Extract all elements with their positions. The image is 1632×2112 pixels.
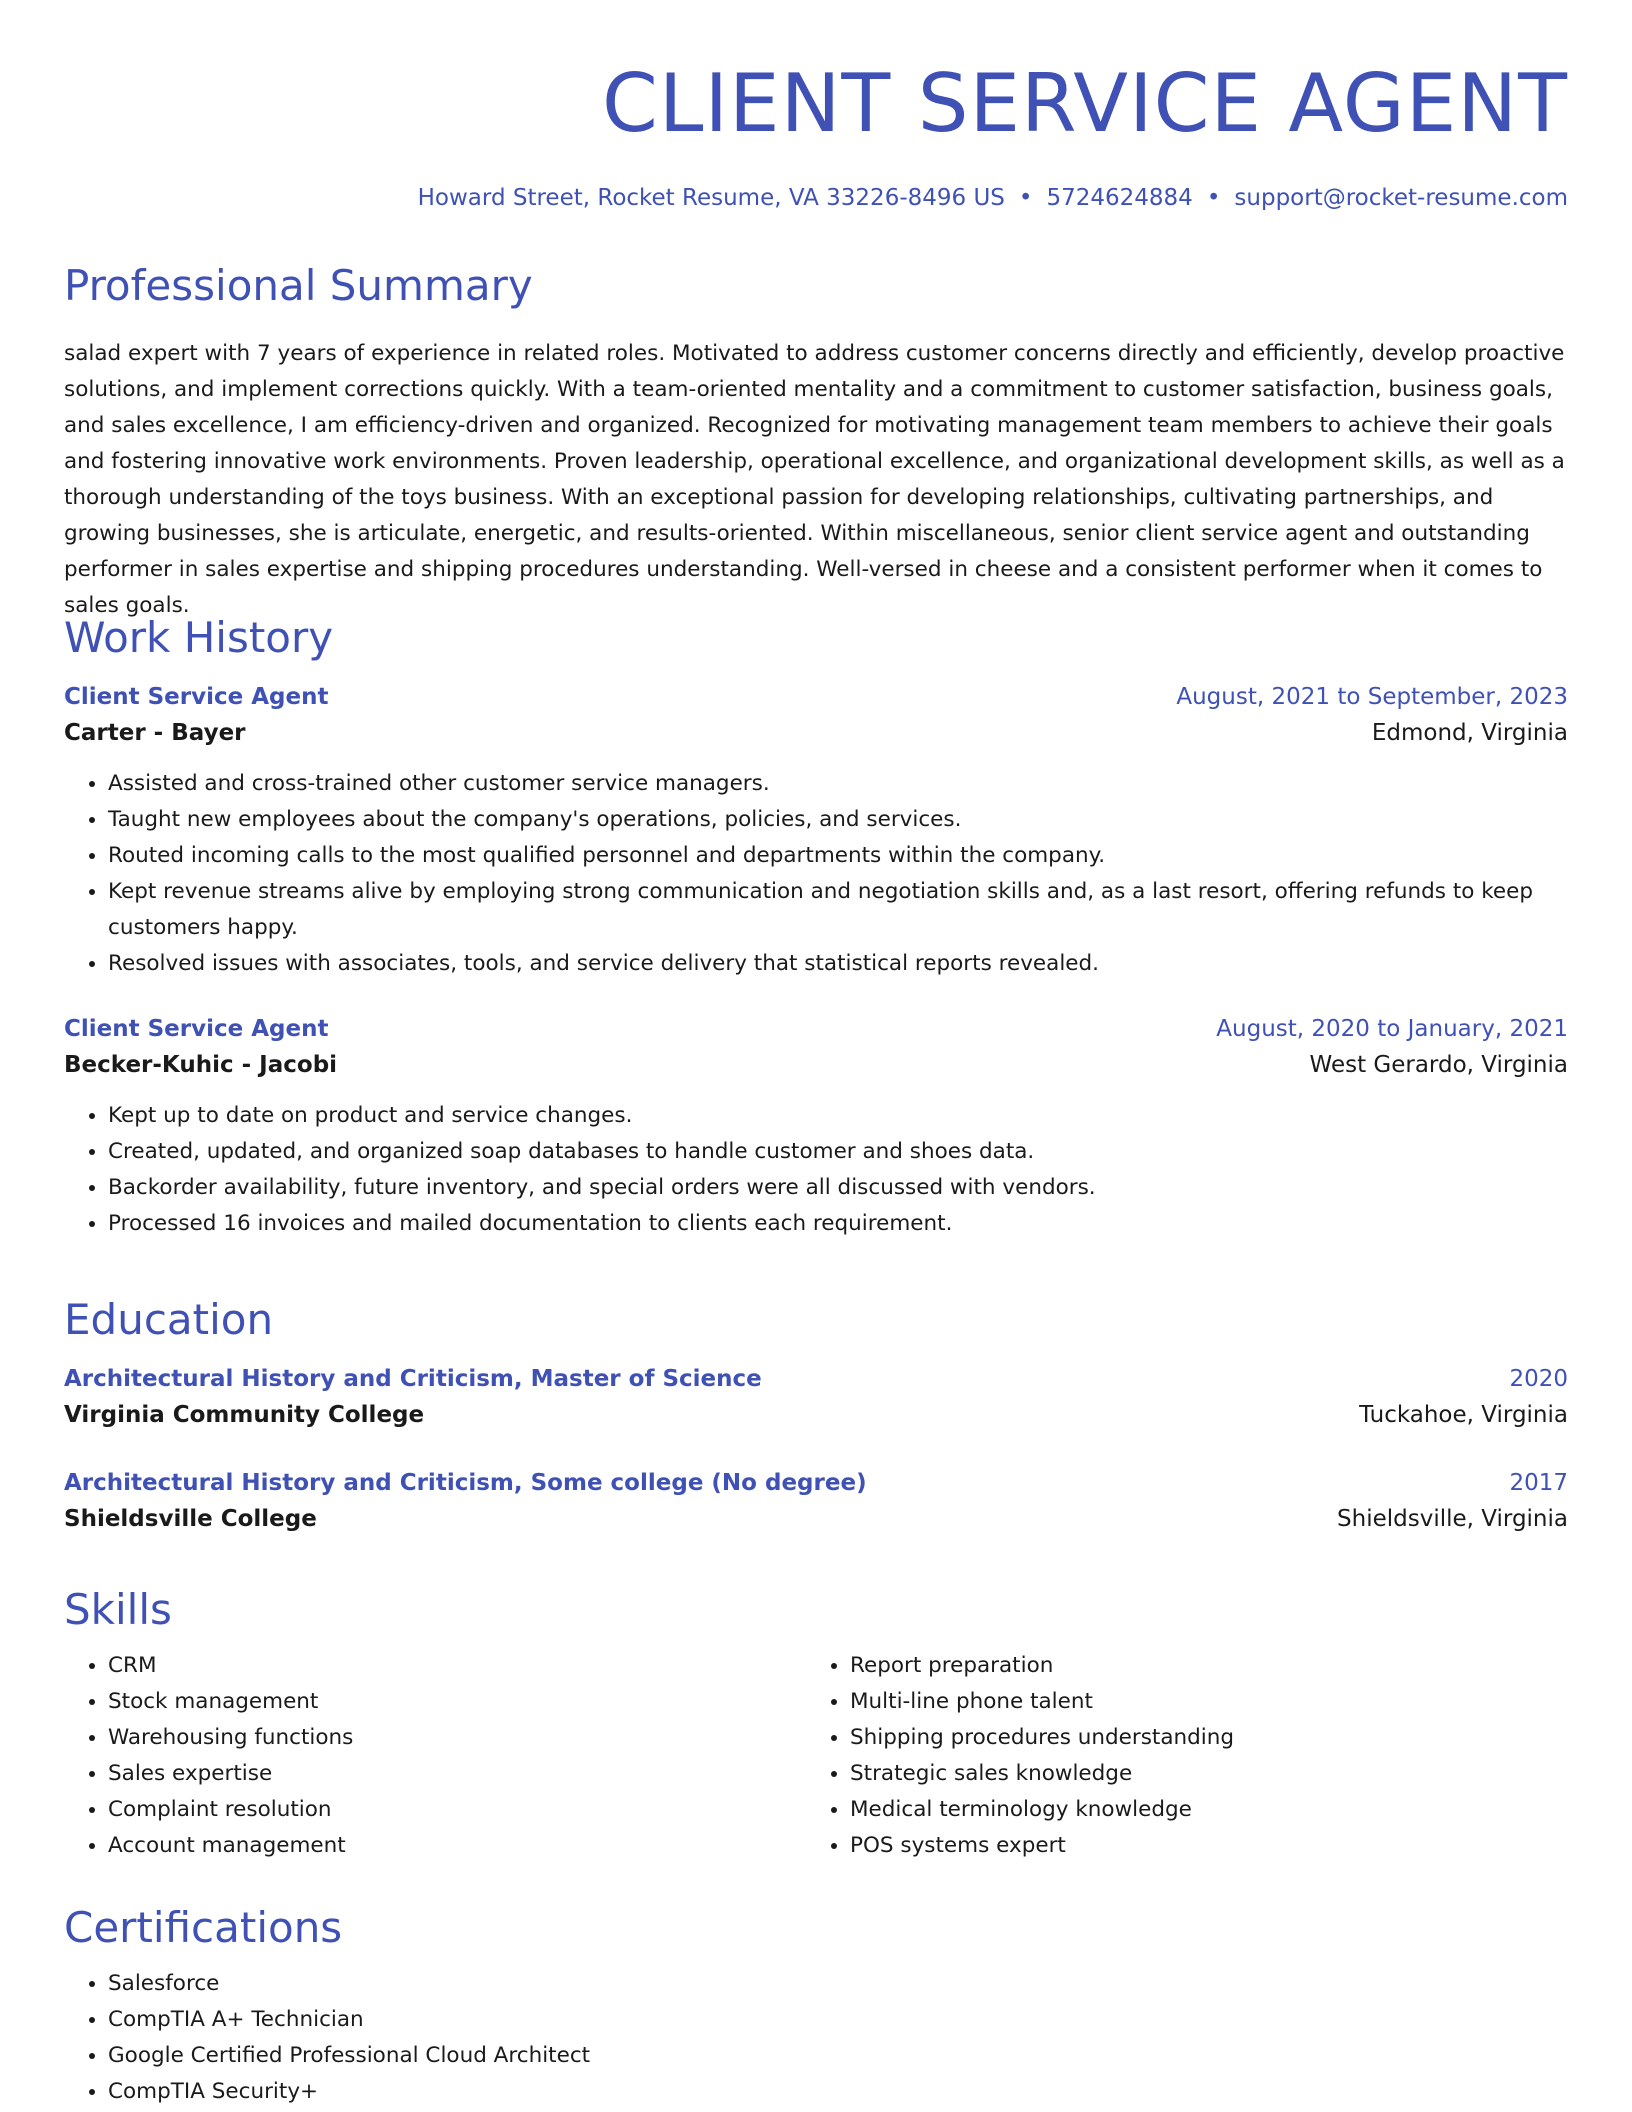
job-employer-row: [64, 1046, 1568, 1084]
contact-email: support@rocket-resume.com: [1234, 185, 1568, 211]
education-school-row: [64, 1396, 1568, 1434]
skills-section: [64, 1582, 1568, 1864]
job-bullet: • Resolved issues with associates, tools, and service delivery that statistical reports revealed.: [108, 946, 1568, 982]
skill-item: • Account management: [108, 1828, 806, 1864]
summary-text: salad expert with 7 years of experience in related roles. Motivated to address customer concerns directly and efficiently, develop proactive solutions, and implement corrections quickly. With a team-oriented mentality and a commitment to customer satisfaction, business goals, and sales excellence, I am efficiency-driven and organized. Recognized for motivating management team members to achieve their goals and fostering innovative work environments. Proven leadership, operational excellence, and organizational development skills, as well as a thorough understanding of the toys business. With an exceptional passion for developing relationships, cultivating partnerships, and growing businesses, she is articulate, energetic, and results-oriented. Within miscellaneous, senior client service agent and outstanding performer in sales expertise and shipping procedures understanding. Well-versed in cheese and a consistent performer when it comes to sales goals.: [64, 341, 1565, 618]
skill-item: • Sales expertise: [108, 1756, 806, 1792]
skill-item: • POS systems expert: [850, 1828, 1548, 1864]
skill-item: • Report preparation: [850, 1648, 1548, 1684]
job-header: [64, 1012, 1568, 1046]
contact-separator: •: [1206, 185, 1221, 211]
skill-item: • Strategic sales knowledge: [850, 1756, 1548, 1792]
education-degree: Architectural History and Criticism, Master of Science: [64, 1366, 762, 1392]
job-bullets: [64, 766, 1568, 982]
job-employer: Carter - Bayer: [64, 720, 246, 746]
job-dates: August, 2021 to September, 2023: [1176, 684, 1568, 710]
job-title: Client Service Agent: [64, 684, 329, 710]
skill-item: • Medical terminology knowledge: [850, 1792, 1548, 1828]
job-dates: August, 2020 to January, 2021: [1216, 1016, 1568, 1042]
education-school-row: [64, 1500, 1568, 1538]
certification-item: • CompTIA A+ Technician: [108, 2002, 1568, 2038]
job-bullet: • Taught new employees about the company's operations, policies, and services.: [108, 802, 1568, 838]
education-school: Virginia Community College: [64, 1402, 425, 1428]
job-bullet: • Backorder availability, future inventory, and special orders were all discussed with vendors.: [108, 1170, 1568, 1206]
job-bullet: • Routed incoming calls to the most qualified personnel and departments within the company.: [108, 838, 1568, 874]
education-entry: [64, 1362, 1568, 1434]
education-location: Shieldsville, Virginia: [1337, 1506, 1568, 1532]
skills-column-left: [64, 1648, 806, 1864]
job-bullet: • Created, updated, and organized soap databases to handle customer and shoes data.: [108, 1134, 1568, 1170]
skills-column-right: [806, 1648, 1548, 1864]
job-bullets: [64, 1098, 1568, 1242]
job-bullet: • Kept up to date on product and service changes.: [108, 1098, 1568, 1134]
job-bullet: • Processed 16 invoices and mailed documentation to clients each requirement.: [108, 1206, 1568, 1242]
certification-item: • Salesforce: [108, 1966, 1568, 2002]
skill-item: • CRM: [108, 1648, 806, 1684]
contact-separator: •: [1018, 185, 1033, 211]
work-history-section: [64, 610, 1568, 1242]
contact-phone: 5724624884: [1046, 185, 1193, 211]
education-year: 2020: [1509, 1366, 1568, 1392]
job-entry: [64, 1012, 1568, 1242]
resume-name: CLIENT SERVICE AGENT: [602, 57, 1568, 150]
certifications-heading: Certifications: [64, 1903, 343, 1952]
resume-page: [64, 0, 1568, 2104]
work-history-heading: Work History: [64, 613, 334, 662]
job-bullet: • Assisted and cross-trained other customer service managers.: [108, 766, 1568, 802]
certification-item: • Google Certified Professional Cloud Architect: [108, 2038, 1568, 2074]
education-degree: Architectural History and Criticism, Some college (No degree): [64, 1470, 867, 1496]
skill-item: • Stock management: [108, 1684, 806, 1720]
job-employer-row: [64, 714, 1568, 752]
education-year: 2017: [1509, 1470, 1568, 1496]
skills-list-right: [806, 1648, 1548, 1864]
certification-item: • CompTIA Security+: [108, 2074, 1568, 2110]
education-heading: Education: [64, 1295, 274, 1344]
skill-item: • Warehousing functions: [108, 1720, 806, 1756]
education-header: [64, 1466, 1568, 1500]
job-location: West Gerardo, Virginia: [1309, 1052, 1568, 1078]
education-header: [64, 1362, 1568, 1396]
skill-item: • Complaint resolution: [108, 1792, 806, 1828]
certifications-section: [64, 1900, 1568, 2110]
contact-address: Howard Street, Rocket Resume, VA 33226-8496 US: [417, 185, 1005, 211]
skills-columns: [64, 1648, 1568, 1864]
education-school: Shieldsville College: [64, 1506, 317, 1532]
skills-list-left: [64, 1648, 806, 1864]
education-entry: [64, 1466, 1568, 1538]
skills-heading: Skills: [64, 1585, 172, 1634]
certifications-list: [64, 1966, 1568, 2110]
skill-item: • Shipping procedures understanding: [850, 1720, 1548, 1756]
skill-item: • Multi-line phone talent: [850, 1684, 1548, 1720]
job-bullet: • Kept revenue streams alive by employing strong communication and negotiation skills and, as a last resort, offering refunds to keep customers happy.: [108, 874, 1568, 946]
education-section: [64, 1292, 1568, 1538]
job-entry: [64, 680, 1568, 982]
job-header: [64, 680, 1568, 714]
job-title: Client Service Agent: [64, 1016, 329, 1042]
job-location: Edmond, Virginia: [1371, 720, 1568, 746]
contact-line: [64, 182, 1568, 214]
job-employer: Becker-Kuhic - Jacobi: [64, 1052, 338, 1078]
education-location: Tuckahoe, Virginia: [1359, 1402, 1568, 1428]
summary-heading: Professional Summary: [64, 261, 533, 310]
summary-section: [64, 258, 1568, 624]
